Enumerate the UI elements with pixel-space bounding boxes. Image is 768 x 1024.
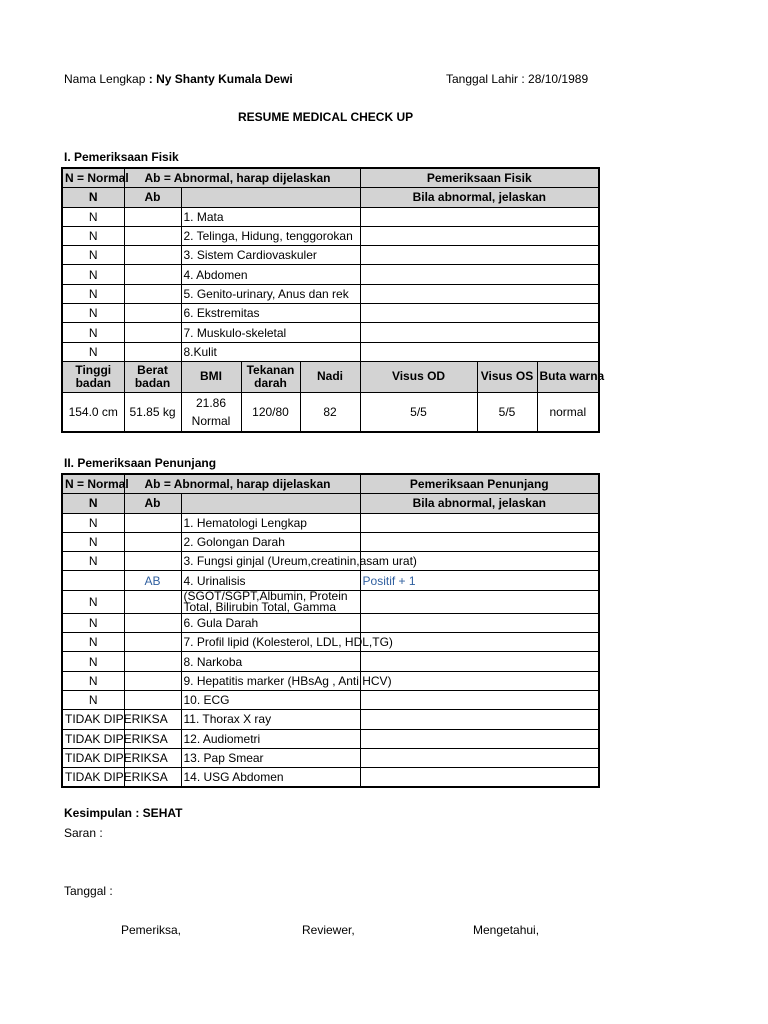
fisik-hdr-right: Pemeriksaan Fisik bbox=[360, 168, 599, 188]
row-item: 7. Profil lipid (Kolesterol, LDL, HDL,TG) bbox=[181, 633, 360, 652]
row-note bbox=[360, 532, 599, 551]
row-item: 3. Sistem Cardiovaskuler bbox=[181, 246, 360, 265]
row-status-n: N bbox=[62, 513, 124, 532]
row-status-n: N bbox=[62, 671, 124, 690]
signature-pemeriksa: Pemeriksa, bbox=[121, 923, 182, 937]
row-status-n: TIDAK DIPERIKSA bbox=[62, 710, 124, 729]
row-note bbox=[360, 652, 599, 671]
row-item: 9. Hepatitis marker (HBsAg , Anti HCV) bbox=[181, 671, 360, 690]
kesimpulan: Kesimpulan : SEHAT bbox=[64, 806, 183, 820]
table-row bbox=[62, 652, 599, 671]
row-status-ab bbox=[124, 226, 181, 245]
row-status-n: N bbox=[62, 342, 124, 361]
table-row bbox=[62, 710, 599, 729]
row-item: (SGOT/SGPT,Albumin, Protein Total, Bilirubin Total, Gamma bbox=[181, 590, 360, 613]
fisik-sub-ab: Ab bbox=[124, 188, 181, 207]
section-fisik-title: I. Pemeriksaan Fisik bbox=[64, 150, 179, 164]
table-row bbox=[62, 226, 599, 245]
row-note bbox=[360, 513, 599, 532]
table-row bbox=[62, 207, 599, 226]
fisik-sub-n: N bbox=[62, 188, 124, 207]
row-note: Positif + 1 bbox=[360, 571, 599, 590]
row-item: 6. Ekstremitas bbox=[181, 304, 360, 323]
table-row bbox=[62, 323, 599, 342]
row-status-ab: AB bbox=[124, 571, 181, 590]
table-row bbox=[62, 342, 599, 361]
v-buta: normal bbox=[537, 392, 599, 432]
row-status-n: N bbox=[62, 690, 124, 709]
row-note bbox=[360, 304, 599, 323]
page-title: RESUME MEDICAL CHECK UP bbox=[238, 110, 414, 124]
row-status-n: N bbox=[62, 590, 124, 613]
table-row bbox=[62, 671, 599, 690]
row-status-n: N bbox=[62, 246, 124, 265]
row-note bbox=[360, 710, 599, 729]
fisik-hdr-n: N = Normal bbox=[62, 168, 124, 188]
table-row bbox=[62, 532, 599, 551]
row-status-ab bbox=[124, 532, 181, 551]
row-status-ab bbox=[124, 304, 181, 323]
row-item: 3. Fungsi ginjal (Ureum,creatinin,asam urat) bbox=[181, 552, 360, 571]
fisik-sub-right: Bila abnormal, jelaskan bbox=[360, 188, 599, 207]
vh-nadi: Nadi bbox=[300, 361, 360, 392]
row-status-ab bbox=[124, 323, 181, 342]
penunjang-hdr-ab: Ab = Abnormal, harap dijelaskan bbox=[124, 474, 360, 494]
row-item: 2. Telinga, Hidung, tenggorokan bbox=[181, 226, 360, 245]
fisik-hdr-ab: Ab = Abnormal, harap dijelaskan bbox=[124, 168, 360, 188]
table-row bbox=[62, 590, 599, 613]
vh-berat: Berat badan bbox=[124, 361, 181, 392]
row-note bbox=[360, 690, 599, 709]
v-berat: 51.85 kg bbox=[124, 392, 181, 432]
section-penunjang-title: II. Pemeriksaan Penunjang bbox=[64, 456, 217, 470]
row-note bbox=[360, 633, 599, 652]
row-note bbox=[360, 207, 599, 226]
penunjang-hdr-n: N = Normal bbox=[62, 474, 124, 494]
table-row bbox=[62, 690, 599, 709]
row-note bbox=[360, 613, 599, 632]
row-status-ab bbox=[124, 671, 181, 690]
saran: Saran : bbox=[64, 826, 103, 840]
row-status-n: N bbox=[62, 633, 124, 652]
name-separator: : bbox=[145, 72, 157, 86]
vh-buta: Buta warna bbox=[537, 361, 599, 392]
penunjang-hdr-right: Pemeriksaan Penunjang bbox=[360, 474, 599, 494]
row-note bbox=[360, 342, 599, 361]
row-item: 7. Muskulo-skeletal bbox=[181, 323, 360, 342]
v-bmi-value: 21.86 bbox=[195, 395, 227, 410]
fisik-sub-blank bbox=[181, 188, 360, 207]
row-item: 1. Hematologi Lengkap bbox=[181, 513, 360, 532]
row-status-n: N bbox=[62, 226, 124, 245]
vh-visus-os: Visus OS bbox=[477, 361, 537, 392]
row-status-ab bbox=[124, 633, 181, 652]
row-note bbox=[360, 671, 599, 690]
row-note bbox=[360, 226, 599, 245]
row-item: 6. Gula Darah bbox=[181, 613, 360, 632]
row-note bbox=[360, 590, 599, 613]
row-item: 1. Mata bbox=[181, 207, 360, 226]
row-item: 4. Abdomen bbox=[181, 265, 360, 284]
row-note bbox=[360, 265, 599, 284]
row-note bbox=[360, 768, 599, 788]
fisik-table bbox=[61, 167, 605, 433]
row-item: 11. Thorax X ray bbox=[181, 710, 360, 729]
vh-visus-od: Visus OD bbox=[360, 361, 477, 392]
table-row bbox=[62, 633, 599, 652]
row-status-n: N bbox=[62, 552, 124, 571]
name-label: Nama Lengkap bbox=[64, 72, 146, 86]
table-row bbox=[62, 552, 599, 571]
table-row bbox=[62, 265, 599, 284]
row-note bbox=[360, 748, 599, 767]
table-row bbox=[62, 613, 599, 632]
row-item: 14. USG Abdomen bbox=[181, 768, 360, 788]
row-status-ab bbox=[124, 265, 181, 284]
vh-tekanan: Tekanan darah bbox=[241, 361, 300, 392]
row-item: 12. Audiometri bbox=[181, 729, 360, 748]
row-note bbox=[360, 284, 599, 303]
penunjang-sub-ab: Ab bbox=[124, 494, 181, 513]
v-bmi-status: Normal bbox=[191, 413, 231, 428]
v-tinggi: 154.0 cm bbox=[62, 392, 124, 432]
row-item: 2. Golongan Darah bbox=[181, 532, 360, 551]
row-status-ab bbox=[124, 207, 181, 226]
penunjang-sub-n: N bbox=[62, 494, 124, 513]
row-note bbox=[360, 323, 599, 342]
row-status-n bbox=[62, 571, 124, 590]
row-status-n: N bbox=[62, 265, 124, 284]
row-item: 8. Narkoba bbox=[181, 652, 360, 671]
penunjang-table bbox=[61, 473, 600, 788]
row-item: 10. ECG bbox=[181, 690, 360, 709]
penunjang-sub-right: Bila abnormal, jelaskan bbox=[360, 494, 599, 513]
row-note bbox=[360, 729, 599, 748]
row-status-n: N bbox=[62, 207, 124, 226]
date-of-birth: Tanggal Lahir : 28/10/1989 bbox=[446, 72, 589, 86]
signature-reviewer: Reviewer, bbox=[302, 923, 355, 937]
v-bmi bbox=[181, 392, 241, 432]
row-status-n: N bbox=[62, 284, 124, 303]
row-status-ab bbox=[124, 513, 181, 532]
row-status-ab bbox=[124, 613, 181, 632]
vh-tinggi: Tinggi badan bbox=[62, 361, 124, 392]
row-status-n: N bbox=[62, 532, 124, 551]
row-status-ab bbox=[124, 690, 181, 709]
row-status-ab bbox=[124, 552, 181, 571]
tanggal: Tanggal : bbox=[64, 884, 113, 898]
row-status-n: TIDAK DIPERIKSA bbox=[62, 768, 124, 788]
vitals-value-row bbox=[62, 392, 599, 432]
patient-name: Ny Shanty Kumala Dewi bbox=[156, 72, 293, 86]
row-item: 13. Pap Smear bbox=[181, 748, 360, 767]
table-row bbox=[62, 768, 599, 788]
row-item: 4. Urinalisis bbox=[181, 571, 360, 590]
row-item: 8.Kulit bbox=[181, 342, 360, 361]
row-status-ab bbox=[124, 342, 181, 361]
row-item: 5. Genito-urinary, Anus dan rek bbox=[181, 284, 360, 303]
row-status-n: N bbox=[62, 323, 124, 342]
row-status-ab bbox=[124, 652, 181, 671]
v-visus-os: 5/5 bbox=[477, 392, 537, 432]
row-status-n: N bbox=[62, 652, 124, 671]
row-status-n: TIDAK DIPERIKSA bbox=[62, 729, 124, 748]
table-row bbox=[62, 571, 599, 590]
table-row bbox=[62, 304, 599, 323]
vh-bmi: BMI bbox=[181, 361, 241, 392]
row-status-n: N bbox=[62, 613, 124, 632]
row-note bbox=[360, 246, 599, 265]
row-status-ab bbox=[124, 246, 181, 265]
table-row bbox=[62, 513, 599, 532]
v-visus-od: 5/5 bbox=[360, 392, 477, 432]
table-row bbox=[62, 246, 599, 265]
table-row bbox=[62, 748, 599, 767]
row-status-ab bbox=[124, 284, 181, 303]
signature-mengetahui: Mengetahui, bbox=[473, 923, 540, 937]
row-status-n: N bbox=[62, 304, 124, 323]
table-row bbox=[62, 729, 599, 748]
row-status-n: TIDAK DIPERIKSA bbox=[62, 748, 124, 767]
vitals-header-row bbox=[62, 361, 599, 392]
penunjang-sub-blank bbox=[181, 494, 360, 513]
v-tekanan: 120/80 bbox=[241, 392, 300, 432]
patient-name-line bbox=[64, 72, 293, 86]
table-row bbox=[62, 284, 599, 303]
row-status-ab bbox=[124, 590, 181, 613]
v-nadi: 82 bbox=[300, 392, 360, 432]
